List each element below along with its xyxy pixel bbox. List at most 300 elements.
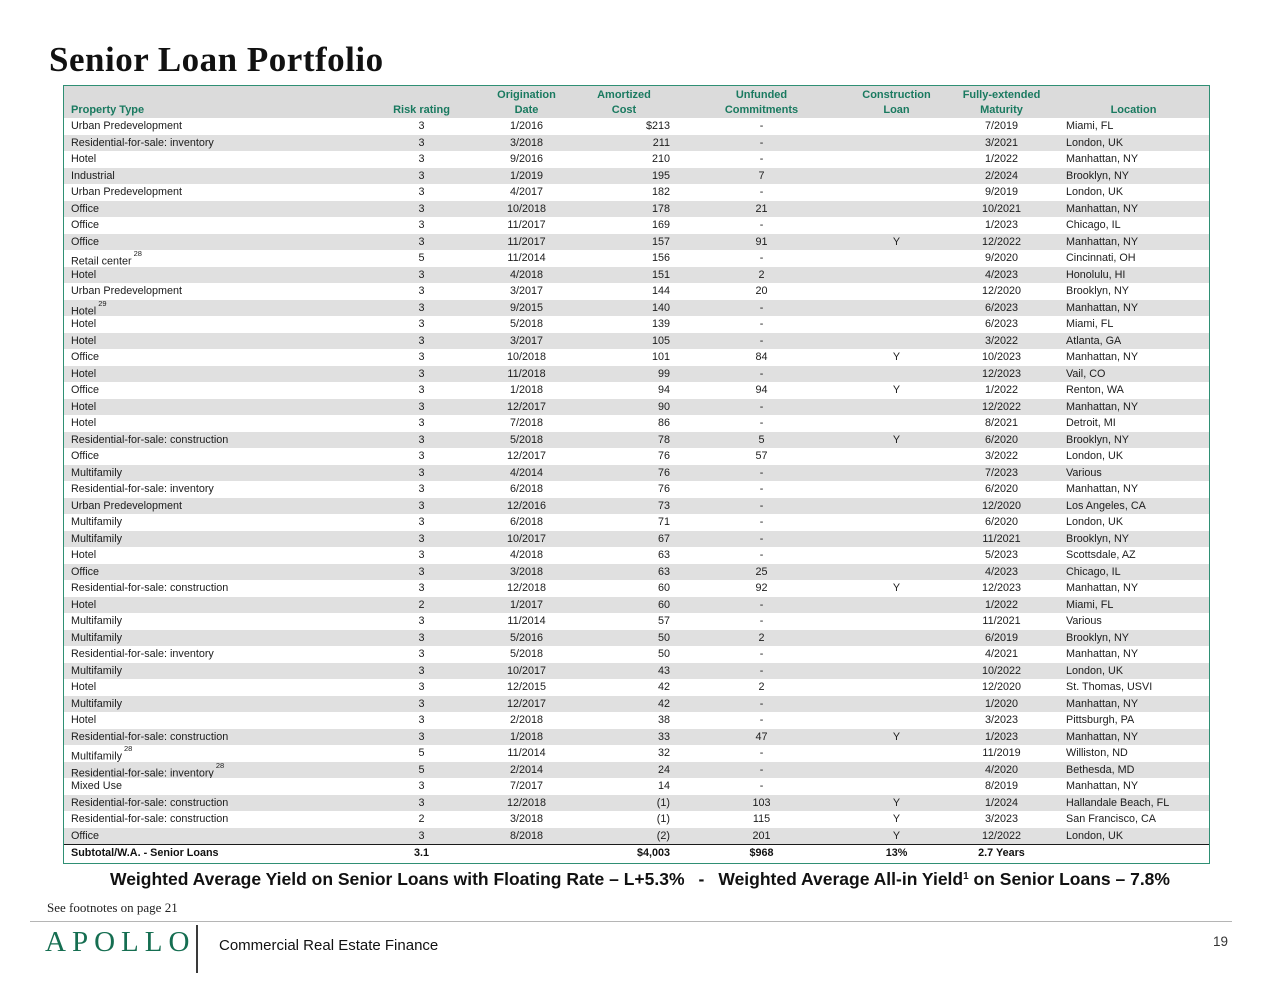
cell-amortized-cost: 101	[651, 351, 670, 363]
cell-origination-date: 1/2016	[509, 120, 544, 132]
column-header-location: Location	[1110, 104, 1157, 116]
column-header-unfunded-commitments: Unfunded Commitments	[724, 89, 799, 116]
cell-fully-extended-maturity: 3/2022	[984, 450, 1019, 462]
cell-property-type: Hotel$^{29}$	[71, 299, 107, 316]
cell-fully-extended-maturity: 12/2022	[981, 400, 1022, 413]
cell-fully-extended-maturity: 9/2020	[984, 252, 1019, 264]
cell-location: London, UK	[1066, 516, 1124, 528]
cell-unfunded-commitments: $968	[749, 847, 774, 859]
cell-property-type: Urban Predevelopment	[71, 186, 183, 198]
cell-origination-date: 10/2018	[506, 351, 547, 363]
cell-property-type: Multifamily	[71, 615, 122, 627]
cell-fully-extended-maturity: 1/2022	[984, 598, 1019, 611]
cell-fully-extended-maturity: 9/2019	[984, 186, 1019, 198]
cell-origination-date: 9/2015	[509, 301, 544, 314]
cell-origination-date: 5/2018	[509, 648, 544, 660]
cell-origination-date: 1/2019	[509, 169, 544, 182]
cell-origination-date: 11/2018	[507, 367, 546, 380]
cell-origination-date: 10/2018	[506, 202, 547, 215]
table-row	[64, 811, 1209, 828]
cell-origination-date: 5/2018	[509, 433, 544, 446]
cell-location: Chicago, IL	[1066, 565, 1121, 578]
cell-unfunded-commitments: -	[759, 136, 764, 149]
cell-amortized-cost: 38	[657, 714, 670, 726]
cell-construction-loan	[849, 151, 944, 168]
table-row	[64, 514, 1209, 531]
cell-location	[1059, 845, 1208, 863]
cell-unfunded-commitments: 2	[758, 681, 765, 693]
cell-fully-extended-maturity: 1/2022	[984, 153, 1019, 165]
cell-origination-date: 12/2017	[506, 697, 547, 710]
cell-location: Williston, ND	[1066, 747, 1128, 759]
cell-amortized-cost: 32	[657, 747, 670, 759]
cell-amortized-cost: 151	[651, 268, 670, 281]
summary-right-pre: Weighted Average All-in Yield	[718, 869, 964, 889]
cell-fully-extended-maturity: 1/2022	[984, 384, 1019, 396]
cell-location: Manhattan, NY	[1066, 400, 1139, 413]
cell-origination-date: 3/2018	[509, 813, 544, 825]
cell-construction-loan: Y	[892, 582, 901, 594]
cell-fully-extended-maturity: 12/2022	[981, 235, 1022, 248]
cell-unfunded-commitments: 7	[758, 169, 765, 182]
cell-amortized-cost: 63	[657, 549, 670, 561]
cell-amortized-cost: 156	[651, 252, 670, 264]
cell-risk-rating: 3	[418, 136, 425, 149]
cell-construction-loan: Y	[892, 384, 901, 396]
cell-unfunded-commitments: -	[759, 334, 764, 347]
table-row	[64, 448, 1209, 465]
cell-origination-date: 5/2018	[509, 318, 544, 330]
cell-fully-extended-maturity: 4/2023	[984, 565, 1019, 578]
cell-unfunded-commitments: -	[759, 120, 764, 132]
table-row	[64, 712, 1209, 729]
cell-amortized-cost: 210	[651, 153, 670, 165]
cell-property-type: Urban Predevelopment	[71, 285, 183, 297]
table-row	[64, 415, 1209, 432]
cell-construction-loan: Y	[892, 235, 901, 248]
cell-unfunded-commitments: 2	[758, 268, 765, 281]
column-header-origination-date: Origination Date	[497, 89, 556, 116]
cell-origination-date: 12/2018	[506, 582, 547, 594]
cell-risk-rating: 3	[418, 433, 425, 446]
cell-risk-rating: 3	[418, 549, 425, 561]
table-row	[64, 432, 1209, 449]
cell-fully-extended-maturity: 10/2022	[981, 664, 1022, 677]
cell-fully-extended-maturity: 3/2021	[984, 136, 1019, 149]
weighted-average-summary	[0, 869, 1280, 890]
cell-amortized-cost: $4,003	[636, 847, 670, 859]
table-row	[64, 234, 1209, 251]
table-row	[64, 300, 1209, 317]
cell-risk-rating: 3	[418, 367, 425, 380]
column-header-fully-extended-maturity: Fully-extended Maturity	[962, 89, 1041, 116]
cell-property-type: Multifamily	[71, 466, 122, 479]
cell-unfunded-commitments: -	[759, 186, 764, 198]
cell-amortized-cost: 14	[657, 780, 670, 792]
cell-fully-extended-maturity: 4/2020	[984, 763, 1019, 776]
cell-location: Scottsdale, AZ	[1066, 549, 1136, 561]
cell-origination-date: 1/2018	[509, 384, 544, 396]
cell-construction-loan	[849, 778, 944, 795]
column-header-property-type: Property Type	[71, 104, 145, 116]
cell-risk-rating: 3	[418, 318, 425, 330]
cell-property-type: Residential-for-sale: inventory	[71, 483, 214, 495]
cell-location: London, UK	[1066, 829, 1124, 842]
cell-risk-rating: 3	[418, 829, 425, 842]
cell-property-type: Multifamily$^{28}$	[71, 745, 133, 762]
cell-property-type: Multifamily	[71, 532, 122, 545]
cell-risk-rating: 3	[418, 565, 425, 578]
cell-location: London, UK	[1066, 450, 1124, 462]
cell-risk-rating: 3	[418, 615, 425, 627]
cell-risk-rating: 3	[418, 714, 425, 726]
cell-risk-rating: 3	[418, 235, 425, 248]
cell-unfunded-commitments: -	[759, 466, 764, 479]
cell-risk-rating: 3	[418, 796, 425, 809]
cell-fully-extended-maturity: 6/2023	[984, 301, 1019, 314]
cell-risk-rating: 3	[418, 334, 425, 347]
cell-property-type: Hotel	[71, 318, 97, 330]
cell-origination-date: 11/2017	[507, 235, 546, 248]
cell-origination-date: 10/2017	[506, 532, 547, 545]
table-row	[64, 663, 1209, 680]
cell-amortized-cost: 76	[657, 466, 670, 479]
table-row	[64, 679, 1209, 696]
cell-location: Brooklyn, NY	[1066, 285, 1130, 297]
cell-amortized-cost: 42	[657, 681, 670, 693]
cell-risk-rating: 3	[418, 780, 425, 792]
cell-fully-extended-maturity: 8/2021	[984, 417, 1019, 429]
cell-amortized-cost: 67	[657, 532, 670, 545]
table-row	[64, 333, 1209, 350]
table-row	[64, 168, 1209, 185]
cell-risk-rating: 3	[418, 466, 425, 479]
cell-risk-rating: 3	[418, 120, 425, 132]
cell-origination-date: 2/2014	[509, 763, 544, 776]
cell-property-type: Office	[71, 384, 100, 396]
cell-amortized-cost: 178	[651, 202, 670, 215]
cell-location: Manhattan, NY	[1066, 301, 1139, 314]
cell-unfunded-commitments: -	[759, 747, 764, 759]
cell-location: London, UK	[1066, 186, 1124, 198]
cell-construction-loan	[849, 283, 944, 300]
cell-location: Miami, FL	[1066, 120, 1114, 132]
table-row	[64, 118, 1209, 135]
cell-property-type: Hotel	[71, 400, 97, 413]
cell-origination-date: 3/2017	[509, 334, 544, 347]
cell-unfunded-commitments: -	[759, 598, 764, 611]
cell-construction-loan	[849, 531, 944, 548]
page-number: 19	[1212, 934, 1228, 949]
cell-fully-extended-maturity: 8/2019	[984, 780, 1019, 792]
cell-risk-rating: 3	[418, 417, 425, 429]
cell-unfunded-commitments: -	[759, 714, 764, 726]
cell-risk-rating: 5	[418, 252, 425, 264]
cell-property-type: Multifamily	[71, 516, 122, 528]
cell-construction-loan	[849, 564, 944, 581]
cell-unfunded-commitments: 92	[755, 582, 768, 594]
cell-risk-rating: 3	[418, 400, 425, 413]
cell-unfunded-commitments: 57	[755, 450, 768, 462]
cell-origination-date: 4/2014	[509, 466, 544, 479]
table-row	[64, 729, 1209, 746]
cell-property-type: Industrial	[71, 169, 115, 182]
table-row	[64, 250, 1209, 267]
table-row	[64, 630, 1209, 647]
cell-property-type: Residential-for-sale: construction	[71, 813, 229, 825]
cell-unfunded-commitments: 115	[752, 813, 771, 825]
column-header-amortized-cost: Amortized Cost	[597, 89, 651, 116]
table-row	[64, 465, 1209, 482]
cell-property-type: Hotel	[71, 268, 97, 281]
cell-location: Brooklyn, NY	[1066, 433, 1130, 446]
cell-location: Manhattan, NY	[1066, 780, 1139, 792]
cell-risk-rating: 3	[418, 186, 425, 198]
table-row	[64, 762, 1209, 779]
cell-location: Cincinnati, OH	[1066, 252, 1136, 264]
cell-construction-loan	[849, 630, 944, 647]
cell-origination-date: 8/2018	[509, 829, 544, 842]
cell-location: Brooklyn, NY	[1066, 169, 1130, 182]
cell-location: Manhattan, NY	[1066, 153, 1139, 165]
cell-construction-loan	[849, 217, 944, 234]
cell-unfunded-commitments: -	[759, 648, 764, 660]
cell-risk-rating: 3	[418, 268, 425, 281]
cell-construction-loan: Y	[892, 796, 901, 809]
cell-fully-extended-maturity: 3/2023	[984, 813, 1019, 825]
cell-origination-date: 1/2018	[509, 730, 544, 743]
cell-risk-rating: 3	[418, 648, 425, 660]
cell-unfunded-commitments: 47	[755, 730, 768, 743]
table-row	[64, 283, 1209, 300]
footnote-reference: See footnotes on page 21	[47, 900, 178, 915]
cell-fully-extended-maturity: 2.7 Years	[978, 847, 1025, 859]
cell-property-type: Hotel	[71, 681, 97, 693]
cell-property-type: Hotel	[71, 334, 97, 347]
cell-amortized-cost: 157	[651, 235, 670, 248]
cell-construction-loan	[849, 696, 944, 713]
cell-fully-extended-maturity: 12/2023	[981, 367, 1022, 380]
cell-amortized-cost: 139	[651, 318, 670, 330]
cell-origination-date: 3/2018	[509, 136, 544, 149]
cell-property-type: Office	[71, 202, 100, 215]
cell-unfunded-commitments: -	[759, 697, 764, 710]
cell-construction-loan	[849, 135, 944, 152]
cell-construction-loan	[849, 250, 944, 267]
cell-property-type: Office	[71, 235, 100, 248]
cell-origination-date: 4/2017	[509, 186, 544, 198]
cell-property-type: Multifamily	[71, 631, 122, 644]
cell-unfunded-commitments: 21	[755, 202, 768, 215]
footer-divider-line	[30, 921, 1232, 922]
cell-risk-rating: 3	[418, 202, 425, 215]
cell-property-type: Multifamily	[71, 664, 122, 677]
cell-location: Various	[1066, 615, 1102, 627]
table-row	[64, 646, 1209, 663]
cell-risk-rating: 3	[418, 285, 425, 297]
cell-location: Renton, WA	[1066, 384, 1124, 396]
cell-fully-extended-maturity: 3/2023	[984, 714, 1019, 726]
cell-origination-date: 6/2018	[509, 483, 544, 495]
cell-fully-extended-maturity: 11/2019	[982, 747, 1021, 759]
cell-risk-rating: 5	[418, 747, 425, 759]
cell-origination-date: 9/2016	[509, 153, 544, 165]
cell-risk-rating: 3	[418, 219, 425, 231]
table-row	[64, 151, 1209, 168]
cell-property-type: Subtotal/W.A. - Senior Loans	[71, 847, 219, 859]
cell-unfunded-commitments: 91	[755, 235, 768, 248]
cell-property-type: Hotel	[71, 549, 97, 561]
cell-construction-loan	[849, 333, 944, 350]
cell-risk-rating: 3.1	[413, 847, 429, 859]
cell-property-type: Residential-for-sale: inventory$^{28}$	[71, 761, 225, 778]
cell-origination-date: 12/2017	[506, 450, 547, 462]
cell-amortized-cost: 60	[657, 582, 670, 594]
cell-risk-rating: 3	[418, 697, 425, 710]
cell-fully-extended-maturity: 12/2023	[981, 582, 1022, 594]
cell-construction-loan	[849, 316, 944, 333]
cell-construction-loan	[849, 547, 944, 564]
footnote-superscript: 1	[963, 871, 969, 882]
cell-amortized-cost: 211	[652, 136, 670, 149]
senior-loan-table	[63, 85, 1210, 864]
apollo-logo: APOLLO	[45, 926, 196, 958]
cell-property-type: Mixed Use	[71, 780, 123, 792]
cell-risk-rating: 3	[418, 301, 425, 314]
cell-amortized-cost: 105	[651, 334, 670, 347]
cell-risk-rating: 3	[418, 532, 425, 545]
cell-fully-extended-maturity: 6/2020	[984, 433, 1019, 446]
cell-fully-extended-maturity: 7/2023	[984, 466, 1019, 479]
table-row	[64, 745, 1209, 762]
cell-location: Manhattan, NY	[1066, 202, 1139, 215]
cell-property-type: Hotel	[71, 714, 97, 726]
cell-origination-date	[479, 845, 574, 863]
cell-fully-extended-maturity: 6/2023	[984, 318, 1019, 330]
cell-property-type: Residential-for-sale: construction	[71, 796, 229, 809]
cell-amortized-cost: $213	[645, 120, 670, 132]
cell-unfunded-commitments: -	[759, 549, 764, 561]
table-row	[64, 580, 1209, 597]
summary-right-post: on Senior Loans – 7.8%	[968, 869, 1170, 889]
cell-location: Bethesda, MD	[1066, 763, 1135, 776]
cell-unfunded-commitments: -	[759, 318, 764, 330]
cell-unfunded-commitments: 84	[755, 351, 768, 363]
cell-fully-extended-maturity: 10/2021	[981, 202, 1022, 215]
cell-construction-loan	[849, 663, 944, 680]
summary-left-text: Weighted Average Yield on Senior Loans with Floating Rate – L+5.3%	[110, 869, 685, 889]
cell-risk-rating: 3	[418, 730, 425, 743]
table-row	[64, 481, 1209, 498]
footnote-superscript: 28	[215, 761, 225, 770]
cell-fully-extended-maturity: 11/2021	[982, 532, 1021, 545]
cell-location: Pittsburgh, PA	[1066, 714, 1135, 726]
cell-unfunded-commitments: -	[759, 763, 764, 776]
cell-property-type: Office	[71, 829, 100, 842]
cell-property-type: Office	[71, 219, 100, 231]
cell-property-type: Hotel	[71, 417, 97, 429]
cell-amortized-cost: 43	[657, 664, 670, 677]
cell-location: St. Thomas, USVI	[1066, 681, 1153, 693]
cell-fully-extended-maturity: 1/2020	[984, 697, 1019, 710]
table-body	[64, 118, 1209, 844]
table-row	[64, 316, 1209, 333]
cell-risk-rating: 5	[418, 763, 425, 776]
cell-risk-rating: 3	[418, 631, 425, 644]
table-row	[64, 382, 1209, 399]
cell-location: London, UK	[1066, 136, 1124, 149]
cell-origination-date: 12/2015	[506, 681, 547, 693]
table-row	[64, 795, 1209, 812]
cell-amortized-cost: 50	[657, 631, 670, 644]
footnote-superscript: 29	[98, 299, 107, 308]
cell-location: San Francisco, CA	[1066, 813, 1157, 825]
cell-fully-extended-maturity: 1/2024	[984, 796, 1019, 809]
cell-construction-loan	[849, 448, 944, 465]
cell-fully-extended-maturity: 4/2021	[984, 648, 1019, 660]
cell-construction-loan	[849, 184, 944, 201]
cell-risk-rating: 3	[418, 582, 425, 594]
cell-property-type: Residential-for-sale: inventory	[71, 136, 214, 149]
cell-construction-loan	[849, 679, 944, 696]
cell-location: Miami, FL	[1066, 318, 1114, 330]
cell-risk-rating: 3	[418, 169, 425, 182]
cell-construction-loan	[849, 465, 944, 482]
cell-amortized-cost: 195	[651, 169, 670, 182]
cell-location: Various	[1066, 466, 1102, 479]
cell-amortized-cost: 57	[657, 615, 670, 627]
table-row	[64, 531, 1209, 548]
cell-construction-loan: Y	[892, 730, 901, 743]
cell-unfunded-commitments: -	[759, 367, 764, 380]
column-header-risk-rating: Risk rating	[393, 104, 450, 116]
table-row	[64, 613, 1209, 630]
cell-risk-rating: 3	[418, 351, 425, 363]
cell-origination-date: 11/2014	[507, 252, 546, 264]
table-row	[64, 828, 1209, 845]
cell-location: Manhattan, NY	[1066, 697, 1139, 710]
cell-fully-extended-maturity: 10/2023	[981, 351, 1022, 363]
cell-amortized-cost: 73	[657, 499, 670, 512]
cell-construction-loan	[849, 597, 944, 614]
cell-risk-rating: 3	[418, 516, 425, 528]
cell-property-type: Hotel	[71, 367, 97, 380]
cell-construction-loan	[849, 267, 944, 284]
cell-amortized-cost: 169	[651, 219, 670, 231]
summary-right-text	[718, 869, 1170, 890]
cell-property-type: Residential-for-sale: construction	[71, 730, 229, 743]
cell-location: Brooklyn, NY	[1066, 631, 1130, 644]
cell-location: Detroit, MI	[1066, 417, 1116, 429]
cell-location: Manhattan, NY	[1066, 582, 1139, 594]
cell-fully-extended-maturity: 12/2020	[981, 285, 1022, 297]
cell-property-type: Hotel	[71, 598, 97, 611]
cell-origination-date: 3/2018	[509, 565, 544, 578]
table-row	[64, 778, 1209, 795]
cell-construction-loan	[849, 498, 944, 515]
table-row	[64, 184, 1209, 201]
division-name: Commercial Real Estate Finance	[219, 937, 439, 954]
cell-location: Manhattan, NY	[1066, 235, 1139, 248]
cell-origination-date: 2/2018	[509, 714, 544, 726]
table-row	[64, 366, 1209, 383]
cell-location: Manhattan, NY	[1066, 483, 1139, 495]
cell-property-type: Hotel	[71, 153, 97, 165]
cell-construction-loan	[849, 415, 944, 432]
cell-construction-loan	[849, 613, 944, 630]
cell-location: Manhattan, NY	[1066, 730, 1139, 743]
cell-fully-extended-maturity: 3/2022	[984, 334, 1019, 347]
